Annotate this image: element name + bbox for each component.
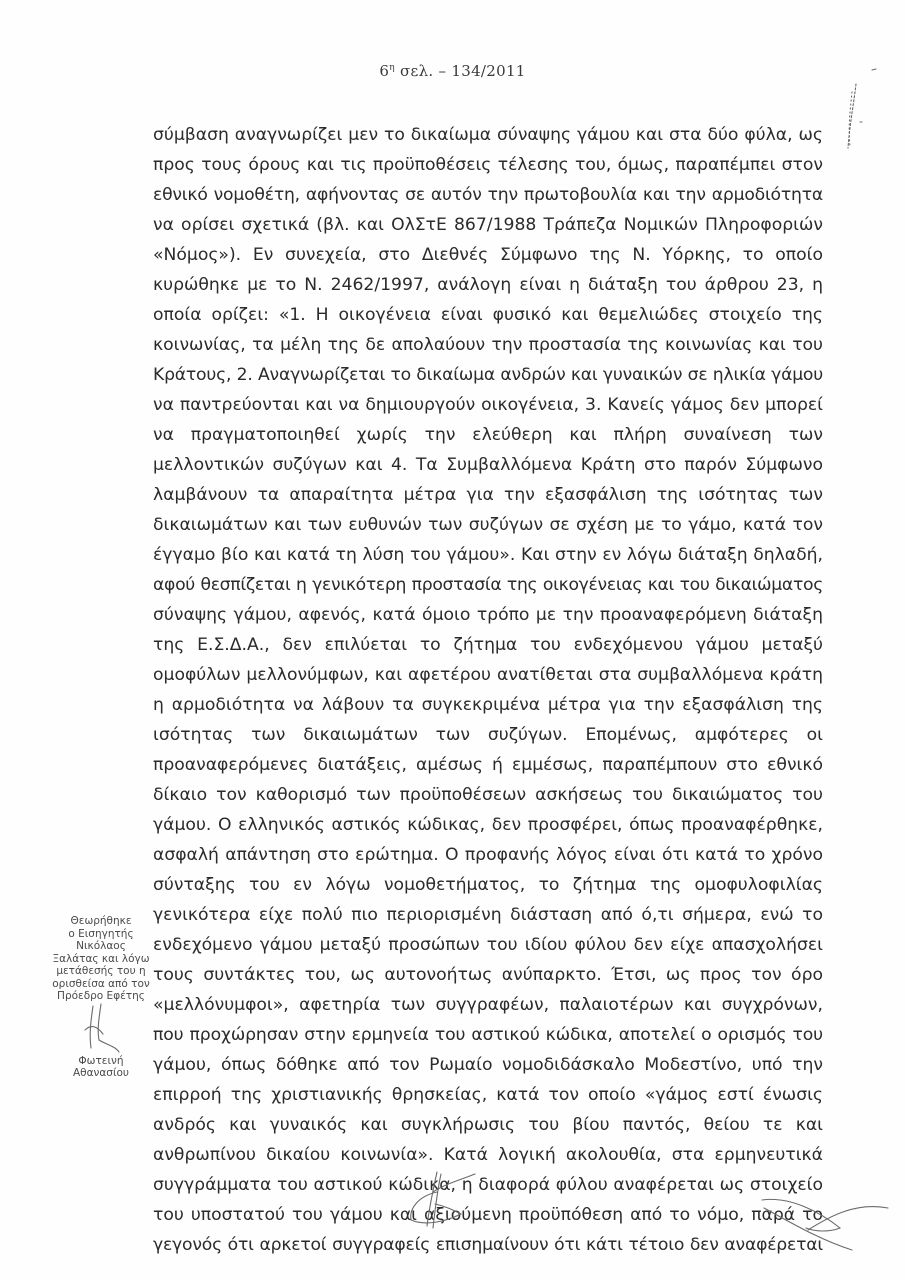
body-line: του υποστατού του γάμου και αξιούμενη προϋπόθεση από το νόμο, παρά το (153, 1205, 823, 1225)
body-line: μελλοντικών συζύγων και 4. Τα Συμβαλλόμενα Κράτη στο παρόν Σύμφωνο (153, 455, 823, 475)
body-line: ομοφύλων μελλονύμφων, και αφετέρου ανατίθεται στα συμβαλλόμενα κράτη (153, 665, 823, 685)
body-line: γάμου, όπως δόθηκε από τον Ρωμαίο νομοδιδάσκαλο Μοδεστίνο, υπό την (153, 1055, 823, 1075)
body-line: προς τους όρους και τις προϋποθέσεις τέλεσης του, όμως, παραπέμπει στον (153, 155, 823, 175)
body-line: γεγονός ότι αρκετοί συγγραφείς επισημαίνουν ότι κάτι τέτοιο δεν αναφέρεται (153, 1235, 823, 1255)
body-line: η αρμοδιότητα να λάβουν τα συγκεκριμένα μέτρα για την εξασφάλιση της (153, 695, 823, 715)
body-line: που προχώρησαν στην ερμηνεία του αστικού κώδικα, αποτελεί ο ορισμός του (153, 1025, 823, 1045)
body-line: δικαιωμάτων και των ευθυνών των συζύγων σε σχέση με το γάμο, κατά τον (153, 515, 823, 535)
body-line: γενικότερα είχε πολύ πιο περιορισμένη διάσταση από ό,τι σήμερα, ενώ το (153, 905, 823, 925)
body-line: «μελλόνυμφοι», αφετηρία των συγγραφέων, παλαιοτέρων και συγχρόνων, (153, 995, 823, 1015)
body-line: δίκαιο τον καθορισμό των προϋποθέσεων ασκήσεως του δικαιώματος του (153, 785, 823, 805)
body-line: να πραγματοποιηθεί χωρίς την ελεύθερη και πλήρη συναίνεση των (153, 425, 823, 445)
signatory-last-name: Αθανασίου (72, 1067, 130, 1079)
body-line: συγγράμματα του αστικού κώδικα, η διαφορά φύλου αναφέρεται ως στοιχείο (153, 1175, 823, 1195)
body-line: Κράτους, 2. Αναγνωρίζεται το δικαίωμα ανδρών και γυναικών σε ηλικία γάμου (153, 365, 823, 385)
margin-note-line: Πρόεδρο Εφέτης (57, 990, 145, 1002)
body-line: προαναφερόμενες διατάξεις, αμέσως ή εμμέσως, παραπέμπουν στο εθνικό (153, 755, 823, 775)
margin-note-line: μετάθεσής του η (56, 965, 146, 977)
footer-center-signature-icon (405, 1170, 495, 1230)
body-line: ασφαλή απάντηση στο ερώτημα. Ο προφανής λόγος είναι ότι κατά το χρόνο (153, 845, 823, 865)
top-right-mark-icon (820, 62, 890, 152)
page-header (0, 62, 905, 80)
signatory-first-name: Φωτεινή (78, 1054, 124, 1067)
body-line: σύνταξης του εν λόγω νομοθετήματος, το ζήτημα της ομοφυλοφιλίας (153, 875, 823, 895)
body-line: να ορίσει σχετικά (βλ. και ΟλΣτΕ 867/1988 Τράπεζα Νομικών Πληροφοριών (153, 215, 823, 235)
body-line: να παντρεύονται και να δημιουργούν οικογένεια, 3. Κανείς γάμος δεν μπορεί (153, 395, 823, 415)
margin-note-line: Ξαλάτας και λόγω (52, 952, 150, 965)
body-line: εθνικό νομοθέτη, αφήνοντας σε αυτόν την πρωτοβουλία και την αρμοδιότητα (153, 185, 823, 205)
body-line: λαμβάνουν τα απαραίτητα μέτρα για την εξασφάλιση της ισότητας των (153, 485, 823, 505)
body-line: τους συντάκτες του, ως αυτονοήτως ανύπαρκτο. Έτσι, ως προς τον όρο (153, 965, 823, 985)
body-line: «Νόμος»). Εν συνεχεία, στο Διεθνές Σύμφωνο της Ν. Υόρκης, το οποίο (153, 245, 823, 265)
body-line: γάμου. Ο ελληνικός αστικός κώδικας, δεν προσφέρει, όπως προαναφέρθηκε, (153, 815, 823, 835)
body-line: κοινωνίας, τα μέλη της δε απολαύουν την προστασία της κοινωνίας και του (153, 335, 823, 355)
page-label: σελ. – 134/2011 (399, 62, 526, 80)
body-line: ισότητας των δικαιωμάτων των συζύγων. Επομένως, αμφότερες οι (153, 725, 823, 745)
body-line: σύναψης γάμου, αφενός, κατά όμοιο τρόπο με την προαναφερόμενη διάταξη (153, 605, 823, 625)
margin-note-line: Θεωρήθηκε (70, 915, 132, 927)
page-ordinal-suffix: η (389, 63, 395, 73)
body-line: ενδεχόμενο γάμου μεταξύ προσώπων του ιδίου φύλου δεν είχε απασχολήσει (153, 935, 823, 955)
body-line: σύμβαση αναγνωρίζει μεν το δικαίωμα σύναψης γάμου και στα δύο φύλα, ως (153, 125, 823, 145)
body-line: οποία ορίζει: «1. Η οικογένεια είναι φυσικό και θεμελιώδες στοιχείο της (153, 305, 823, 325)
body-line: κυρώθηκε με το Ν. 2462/1997, ανάλογη είναι η διάταξη του άρθρου 23, η (153, 275, 823, 295)
body-line: της Ε.Σ.Δ.Α., δεν επιλύεται το ζήτημα του ενδεχόμενου γάμου μεταξύ (153, 635, 823, 655)
body-line: έγγαμο βίο και κατά τη λύση του γάμου». Και στην εν λόγω διάταξη δηλαδή, (153, 545, 823, 565)
body-line: ανθρωπίνου δικαίου κοινωνία». Κατά λογική ακολουθία, στα ερμηνευτικά (153, 1145, 823, 1165)
body-line: επιρροή της χριστιανικής θρησκείας, κατά τον οποίο «γάμος εστί ένωσις (153, 1085, 823, 1105)
footer-right-signature-icon (760, 1192, 900, 1262)
margin-signature-icon (75, 1000, 135, 1060)
page-ordinal: 6 (379, 62, 390, 80)
body-line: ανδρός και γυναικός και συγκλήρωσις του βίου παντός, θείου τε και (153, 1115, 823, 1135)
body-line: αφού θεσπίζεται η γενικότερη προστασία της οικογένειας και του δικαιώματος (153, 575, 823, 595)
margin-note-line: Νικόλαος (76, 940, 126, 952)
margin-note-line: ο Εισηγητής (68, 927, 134, 940)
body-text (153, 120, 823, 1260)
margin-note-line: ορισθείσα από τον (52, 977, 150, 990)
